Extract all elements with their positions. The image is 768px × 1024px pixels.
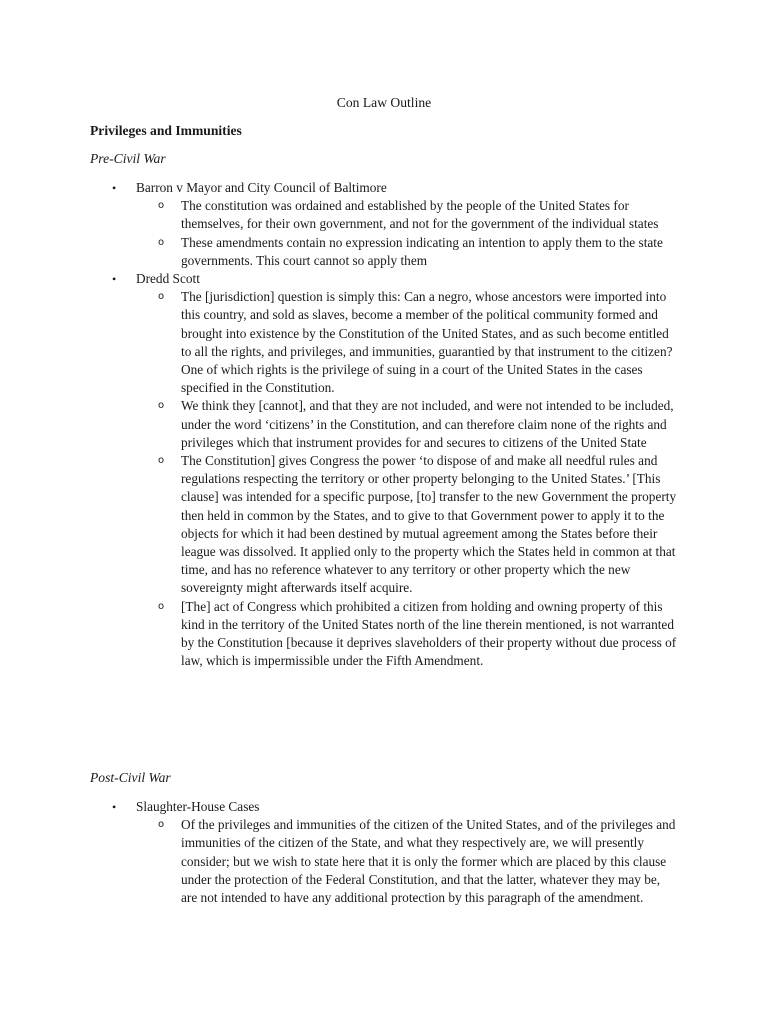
case-name: Dredd Scott [136,271,200,287]
subheading-post-civil-war: Post-Civil War [90,770,171,785]
case-name: Barron v Mayor and City Council of Baltimore [136,180,387,195]
bullet-marker: • [112,800,117,814]
document-title: Con Law Outline [336,95,432,110]
sub-bullet-marker: o [158,455,165,467]
point-text: The constitution was ordained and established by the people of the United States for themselves, for their own government, and not for the government of the individual states [181,198,659,232]
sub-bullet-marker: o [158,819,165,831]
point-text: The [jurisdiction] question is simply this: Can a negro, whose ancestors were imported into this country, and sold as slaves, become a member of the political community formed and brought into existence by the Constitution of the United States, and as such become entitled to all the rights, and privileges, and immunities, guarantied by that instrument to the citizen? One of which rights is the privilege of suing in a court of the United States in the cases specified in the Constitution. [181,289,673,396]
pre-civil-war-cases [0,179,768,670]
bullet-marker: • [112,272,117,287]
case-points [0,816,768,907]
point-text: These amendments contain no expression indicating an intention to apply them to the state governments. This court cannot so apply them [181,234,663,268]
list-item [0,452,678,598]
point-text: The Constitution] gives Congress the power ‘to dispose of and make all needful rules and regulations respecting the territory or other property belonging to the United States.’ [This clause] was intended for a specific purpose, [to] transfer to the new Government the property then held in common by the States, and to give to that Government power to apply it to the objects for which it had been destined by mutual agreement among the States before their league was dissolved. It applied only to the property which the States held in common at that time, and has no reference whatever to any territory or other property which the new sovereignty might afterwards itself acquire. [181,453,677,596]
case-points [0,288,768,670]
point-text: Of the privileges and immunities of the citizen of the United States, and of the privileges and immunities of the citizen of the State, and what they respectively are, we will presently consider; but we wish to state here that it is only the former which are placed by this clause under the protection of the Federal Constitution, and that the latter, whatever they may be, are not intended to have any additional protection by this paragraph of the amendment. [181,817,676,906]
sub-bullet-marker: o [158,600,165,612]
list-item [0,197,678,233]
point-text: [The] act of Congress which prohibited a citizen from holding and owning property of this kind in the territory of the United States north of the line therein mentioned, is not warranted by the Constitution [because it deprives slaveholders of their property without due process of law, which is impermissible under the Fifth Amendment. [181,598,677,669]
bullet-marker: • [112,181,117,195]
case-slaughter-house [0,798,768,816]
list-item [0,598,678,671]
case-name: Slaughter-House Cases [136,799,260,814]
point-text: We think they [cannot], and that they are not included, and were not intended to be included, under the word ‘citizens’ in the Constitution, and can therefore claim none of the rights and privileges which that instrument provides for and secures to citizens of the United State [181,398,674,450]
case-points [0,197,768,270]
list-item [0,234,678,270]
case-dredd-scott [0,270,768,288]
list-item [0,397,678,452]
post-civil-war-cases [0,798,768,907]
sub-bullet-marker: o [158,291,165,303]
section-heading: Privileges and Immunities [90,123,242,138]
sub-bullet-marker: o [158,200,165,212]
list-item [0,816,678,907]
sub-bullet-marker: o [158,400,165,412]
case-barron [0,179,768,197]
subheading-pre-civil-war: Pre-Civil War [90,151,166,166]
sub-bullet-marker: o [158,236,165,248]
list-item [0,288,678,397]
